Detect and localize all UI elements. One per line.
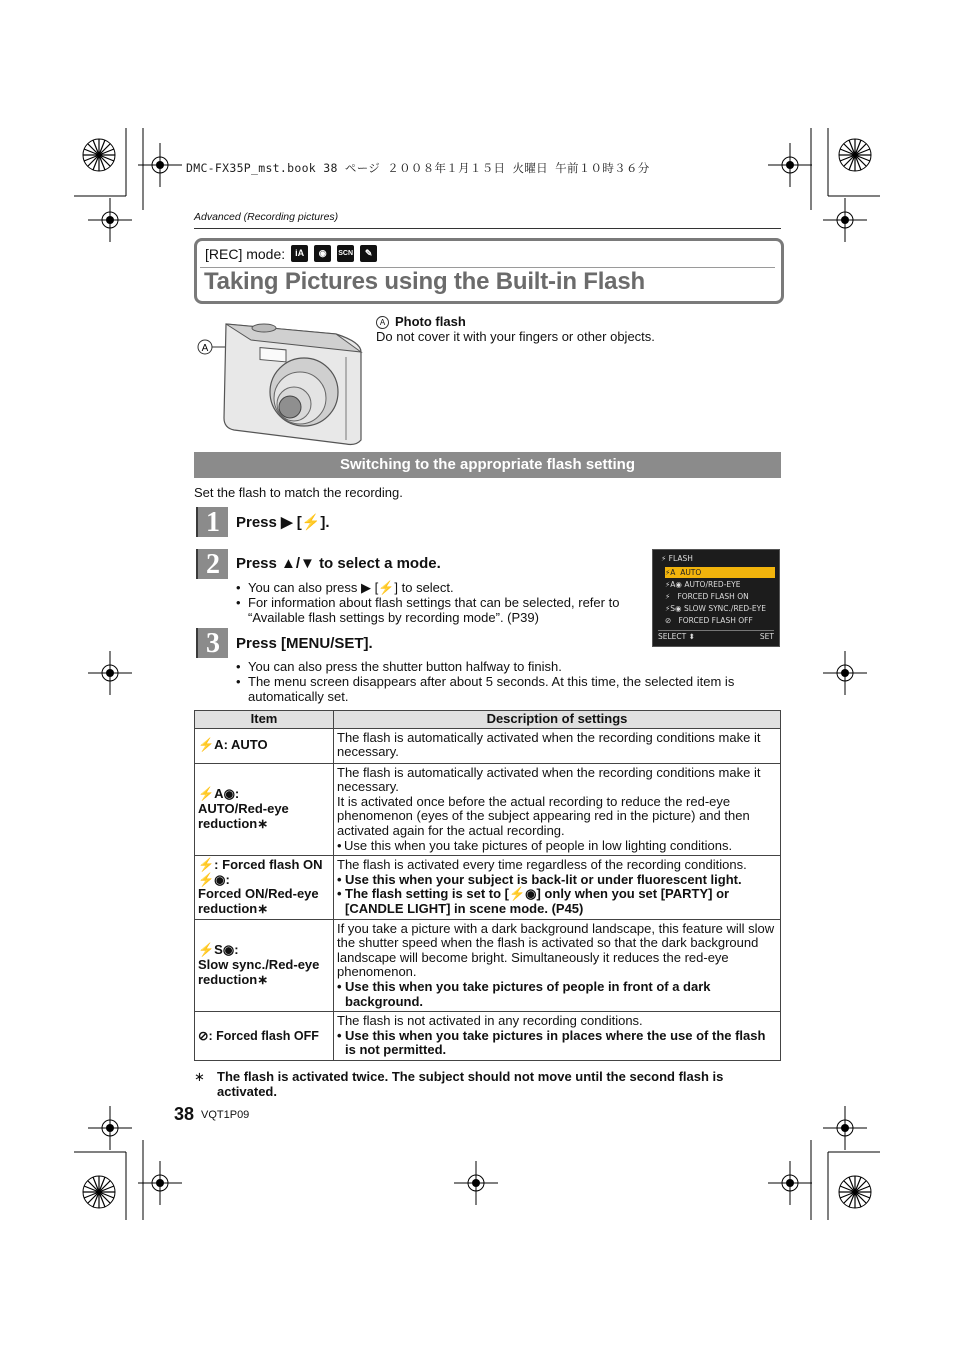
callout-a-marker: A — [376, 316, 389, 329]
footnote-mark: ∗ — [194, 1069, 205, 1084]
table-row — [195, 856, 781, 919]
camera-illustration — [196, 312, 368, 448]
description-cell: If you take a picture with a dark background landscape, this feature will slow the shutter speed when the flash is activated so that the dark background landscape will become bright. Simultaneously it reduces the red-eye phenomenon. • Use this when you take pictures of people in front of a dark background. — [334, 919, 781, 1012]
lcd-item-forced-off: ⊘ FORCED FLASH OFF — [665, 616, 753, 625]
table-row — [195, 728, 781, 763]
footnote — [194, 1069, 774, 1099]
step-1-title: Press ▶ [⚡]. — [236, 514, 330, 531]
lcd-item-auto-red-eye: ⚡A◉ AUTO/RED-EYE — [665, 580, 741, 589]
flash-settings-table — [194, 710, 781, 1061]
page-number: 38 — [174, 1104, 195, 1124]
print-header: DMC-FX35P_mst.book 38 ページ ２００８年１月１５日 火曜日 午前１０時３６分 — [186, 161, 650, 175]
rec-mode-line — [205, 245, 377, 262]
scn-mode-icon: SCN — [337, 245, 354, 262]
subsection-title: Switching to the appropriate flash setting — [194, 452, 781, 478]
table-header-row — [195, 711, 781, 729]
flash-menu-screen — [652, 549, 780, 647]
list-item: • You can also press ▶ [⚡] to select. — [236, 580, 454, 595]
description-cell: The flash is automatically activated when the recording conditions make it necessary. — [334, 728, 781, 763]
page-title: Taking Pictures using the Built-in Flash — [204, 268, 645, 295]
camera-mode-icon: ◉ — [314, 245, 331, 262]
table-row — [195, 1012, 781, 1061]
intro-text: Set the flash to match the recording. — [194, 485, 403, 500]
lcd-footer — [658, 630, 774, 641]
lcd-item-auto: ⚡A AUTO — [665, 567, 775, 578]
table-row — [195, 763, 781, 856]
step-1-number: 1 — [196, 507, 228, 537]
column-header-description: Description of settings — [334, 711, 781, 729]
description-cell: The flash is activated every time regardless of the recording conditions. • Use this when your subject is back-lit or under fluorescent light. • The flash setting is set to [⚡◉] only when you set [PARTY] or [CANDLE LIGHT] in scene mode. (P45) — [334, 856, 781, 919]
rec-mode-label: [REC] mode: — [205, 245, 286, 262]
ia-mode-icon: iA — [291, 245, 308, 262]
step-3-number: 3 — [196, 628, 228, 658]
step-3-title: Press [MENU/SET]. — [236, 635, 373, 652]
photo-flash-label — [376, 314, 466, 329]
list-item: • You can also press the shutter button halfway to finish. — [236, 659, 562, 674]
top-rule — [194, 228, 781, 229]
page-code: VQT1P09 — [201, 1109, 250, 1121]
list-item: • The menu screen disappears after about 5 seconds. At this time, the selected item is automatically set. — [236, 674, 735, 704]
photo-flash-note: Do not cover it with your fingers or other objects. — [376, 329, 655, 344]
step-3-bullets — [236, 659, 776, 704]
lcd-item-slow-sync: ⚡S◉ SLOW SYNC./RED-EYE — [665, 604, 766, 613]
description-cell: The flash is automatically activated when the recording conditions make it necessary. It is activated once before the actual recording to reduce the red-eye phenomenon (eyes of the subject appearing red in the picture) and then activated again for the actual recording. • Use this when you take pictures of people in low lighting conditions. — [334, 763, 781, 856]
lcd-footer-set: SET — [759, 632, 774, 641]
footnote-text: The flash is activated twice. The subject should not move until the second flash is activated. — [217, 1069, 724, 1099]
section-label: Advanced (Recording pictures) — [194, 211, 339, 223]
item-cell: ⚡S◉: Slow sync./Red-eye reduction∗ — [195, 919, 334, 1012]
list-item: • For information about flash settings that can be selected, refer to “Available flash settings by recording mode”. (P39) — [236, 595, 620, 625]
column-header-item: Item — [195, 711, 334, 729]
table-row — [195, 919, 781, 1012]
description-cell: The flash is not activated in any recording conditions. • Use this when you take pictures in places where the use of the flash is not permitted. — [334, 1012, 781, 1061]
item-cell: ⚡A: AUTO — [195, 728, 334, 763]
step-2-title: Press ▲/▼ to select a mode. — [236, 555, 441, 572]
camera-callout-marker: A — [201, 343, 209, 354]
item-cell: ⚡: Forced flash ON ⚡◉: Forced ON/Red-eye reduction∗ — [195, 856, 334, 919]
item-cell: ⊘: Forced flash OFF — [195, 1012, 334, 1061]
step-2-bullets — [236, 580, 646, 625]
item-cell: ⚡A◉: AUTO/Red-eye reduction∗ — [195, 763, 334, 856]
lcd-header: ⚡ FLASH — [661, 554, 693, 563]
step-2-number: 2 — [196, 549, 228, 579]
lcd-item-forced-on: ⚡ FORCED FLASH ON — [665, 592, 749, 601]
lcd-footer-select: SELECT ⬍ — [658, 632, 695, 641]
clipboard-mode-icon: ✎ — [360, 245, 377, 262]
photo-flash-title: Photo flash — [395, 314, 466, 329]
